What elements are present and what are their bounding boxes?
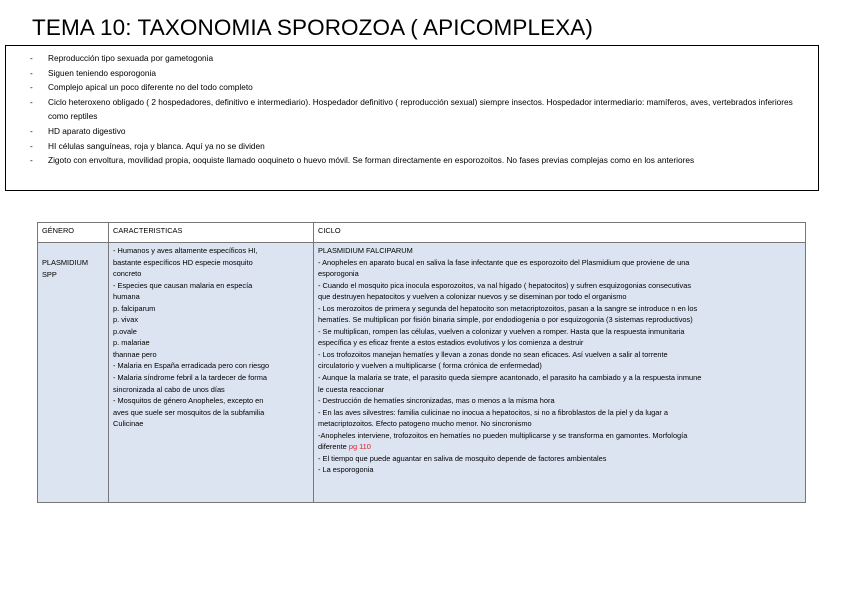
characteristics-line: - Mosquitos de género Anopheles, excepto en [113, 396, 264, 406]
characteristics-list [113, 245, 309, 430]
characteristics-line: concreto [113, 269, 142, 279]
cycle-line: PLASMIDIUM FALCIPARUM [318, 246, 413, 255]
characteristics-line: - Especies que causan malaria en especía [113, 280, 253, 290]
cycle-ref-prefix: diferente [318, 442, 349, 452]
intro-box [5, 45, 819, 191]
taxonomy-table [37, 222, 806, 503]
intro-item: - Ciclo heteroxeno obligado ( 2 hospedadores, definitivo e intermediario). Hospedador definitivo ( reproducción sexual) siempre insectos. Hospedador intermediario: mamíferos, aves, vertebrados inferiores como reptiles [30, 95, 798, 124]
characteristics-line: p.ovale [113, 326, 137, 336]
header-genero: GÉNERO [38, 223, 109, 243]
cycle-line: - Destrucción de hematíes sincronizadas, mas o menos a la misma hora [318, 396, 555, 406]
cycle-line: - Los trofozoitos manejan hematíes y llevan a zonas donde no sean eficaces. Así vuelven a salir al torrente [318, 349, 668, 359]
cycle-line: - Se multiplican, rompen las células, vuelven a colonizar y vuelven a romper. Hasta que la respuesta inmunitaria [318, 326, 685, 336]
header-caracteristicas: CARACTERISTICAS [109, 223, 314, 243]
cycle-line: - Anopheles en aparato bucal en saliva la fase infectante que es esporozoito del Plasmidium que proviene de una [318, 257, 690, 267]
intro-item: - Zigoto con envoltura, movilidad propia, ooquiste llamado ooquineto o huevo móvil. Se forman directamente en esporozoitos. No fases previas complejas como en los anteriores [30, 153, 798, 168]
characteristics-line: p. vivax [113, 315, 139, 325]
cell-cycle [314, 243, 806, 503]
characteristics-line: humana [113, 292, 140, 302]
cycle-line: - El tiempo que puede aguantar en saliva de mosquito depende de factores ambientales [318, 453, 607, 463]
cycle-line: -Anopheles interviene, trofozoitos en hematíes no pueden multiplicarse y se transforma en gamontes. Morfología [318, 430, 688, 440]
characteristics-line: - Malaria en España erradicada pero con riesgo [113, 361, 270, 371]
intro-item: - HI células sanguíneas, roja y blanca. Aquí ya no se dividen [30, 139, 798, 154]
characteristics-line: p. falciparum [113, 303, 156, 313]
characteristics-line: p. malariae [113, 338, 150, 348]
table-header-row [38, 223, 806, 243]
cycle-line-ref [318, 441, 801, 453]
characteristics-line: sincronizada al cabo de unos días [113, 384, 225, 394]
characteristics-line: - Malaria síndrome febril a la tardecer de forma [113, 373, 268, 383]
characteristics-line: Culicinae [113, 419, 144, 429]
cycle-line: - En las aves silvestres: familia culicinae no inocua a hepatocitos, si no a fibroblastos de la piel y da lugar a [318, 407, 669, 417]
cycle-line: - La esporogonia [318, 465, 374, 475]
cycle-line: - Aunque la malaria se trate, el parasito queda siempre acantonado, el parasito ha cambiado y a la respuesta inmune [318, 373, 702, 383]
cycle-line: metacriptozoitos. Efecto patogeno mucho menor. No sincronismo [318, 419, 532, 429]
cycle-line: circulatorio y vuelven a multiplicarse ( forma crónica de enfermedad) [318, 361, 542, 371]
characteristics-line: aves que suele ser mosquitos de la subfamilia [113, 407, 265, 417]
genus-text: PLASMIDIUM SPP [42, 258, 88, 279]
header-ciclo: CICLO [314, 223, 806, 243]
cell-genus [38, 243, 109, 503]
intro-item: - HD aparato digestivo [30, 124, 798, 139]
page-title: TEMA 10: TAXONOMIA SPOROZOA ( APICOMPLEXA) [32, 15, 594, 40]
cycle-line: - Los merozoitos de primera y segunda del hepatocito son metacriptozoitos, pasan a la sangre se introduce n en los [318, 303, 698, 313]
cycle-line: que destruyen hepatocitos y vuelven a colonizar nuevos y se diseminan por todo el organismo [318, 292, 627, 302]
intro-item: - Reproducción tipo sexuada por gametogonia [30, 51, 798, 66]
cycle-tail-list [318, 453, 801, 476]
table-row [38, 243, 806, 503]
page-reference: pg 110 [348, 442, 371, 452]
cycle-line: esporogonia [318, 269, 359, 279]
characteristics-line: thannae pero [113, 349, 157, 359]
cycle-list [318, 245, 801, 441]
cycle-line: hematíes. Se multiplican por fisión binaria simple, por endodiogenia o por esquizogonia (3 sistemas reproductivos) [318, 315, 693, 325]
cycle-line: - Cuando el mosquito pica inocula esporozoitos, va nal hígado ( hepatocitos) y sufren esquizogonias consecutivas [318, 280, 692, 290]
intro-list [6, 46, 818, 168]
cycle-line: específica y es eficaz frente a estos estadios evolutivos y los comienza a destruir [318, 338, 584, 348]
intro-item: - Complejo apical un poco diferente no del todo completo [30, 80, 798, 95]
cell-characteristics [109, 243, 314, 503]
intro-item: - Siguen teniendo esporogonia [30, 66, 798, 81]
characteristics-line: - Humanos y aves altamente específicos HI, [113, 246, 258, 255]
cycle-line: le cuesta reaccionar [318, 384, 385, 394]
characteristics-line: bastante específicos HD especie mosquito [113, 257, 253, 267]
